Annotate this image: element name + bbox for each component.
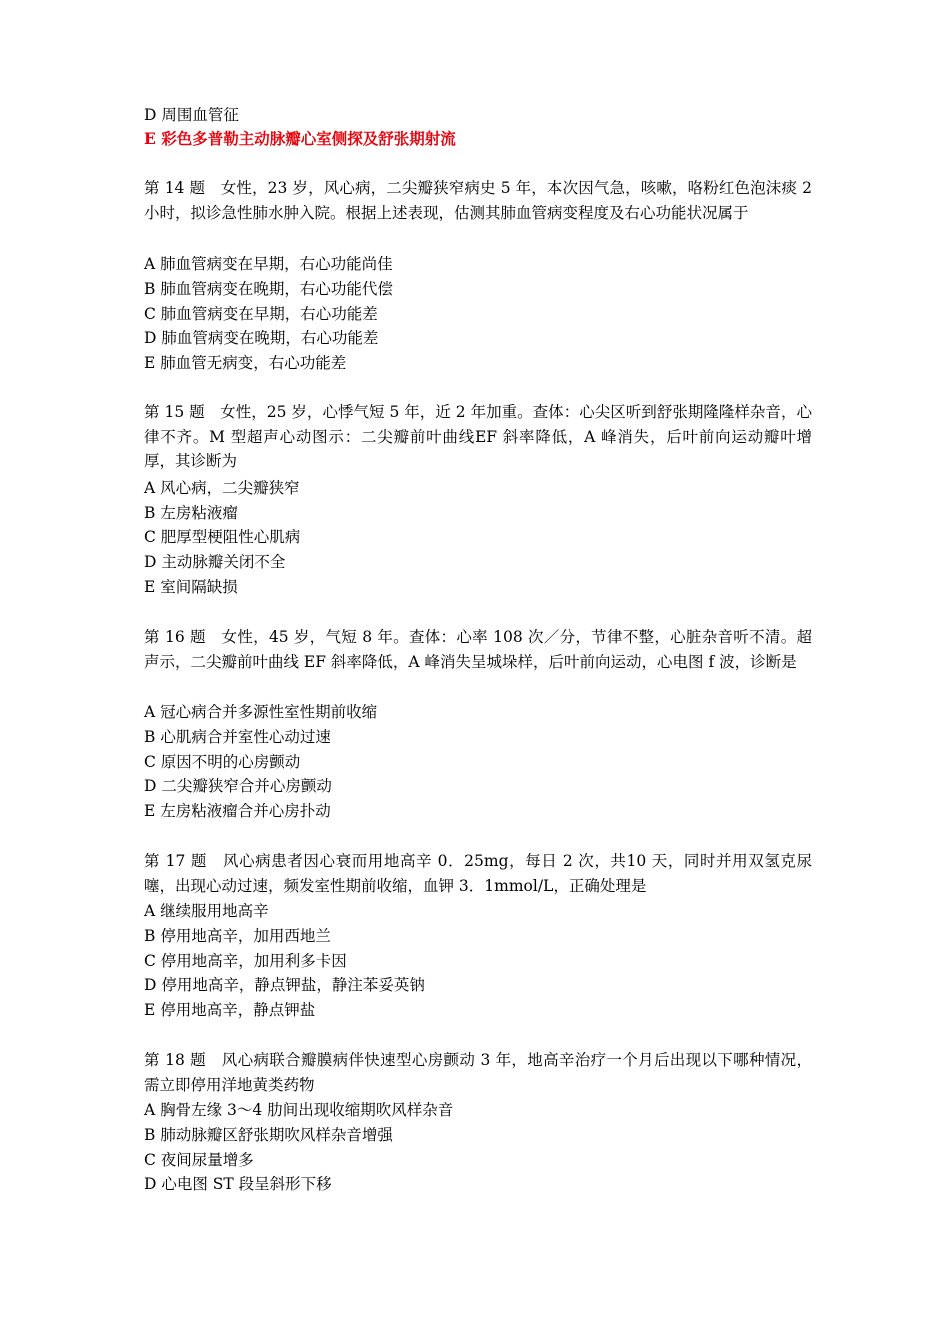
question-17-stem: 第 17 题 风心病患者因心衰而用地高辛 0．25mg，每日 2 次，共10 天，同时并用双氢克尿噻，出现心动过速，频发室性期前收缩，血钾 3．1mmol/L，正确处理是 [144, 852, 812, 895]
q17-option-a: A 继续服用地高辛 [144, 902, 269, 920]
q17-option-c: C 停用地高辛，加用利多卡因 [144, 952, 347, 970]
q15-option-d: D 主动脉瓣关闭不全 [144, 553, 286, 571]
q18-option-c: C 夜间尿量增多 [144, 1151, 254, 1169]
q15-option-a: A 风心病，二尖瓣狭窄 [144, 479, 300, 497]
q17-option-d: D 停用地高辛，静点钾盐，静注苯妥英钠 [144, 976, 425, 994]
q17-option-b: B 停用地高辛，加用西地兰 [144, 927, 331, 945]
q14-option-e: E 肺血管无病变，右心功能差 [144, 354, 347, 372]
q14-option-b: B 肺血管病变在晚期，右心功能代偿 [144, 280, 393, 298]
question-14-stem: 第 14 题 女性，23 岁，风心病，二尖瓣狭窄病史 5 年，本次因气急，咳嗽，咯粉红色泡沫痰 2 小时，拟诊急性肺水肿入院。根据上述表现，估测其肺血管病变程度及右心功能状况属于 [144, 179, 812, 222]
q16-option-a: A 冠心病合并多源性室性期前收缩 [144, 703, 378, 721]
q14-option-c: C 肺血管病变在早期，右心功能差 [144, 305, 378, 323]
option-e-prev-answer: E 彩色多普勒主动脉瓣心室侧探及舒张期射流 [144, 129, 456, 148]
question-18-stem: 第 18 题 风心病联合瓣膜病伴快速型心房颤动 3 年，地高辛治疗一个月后出现以下哪种情况，需立即停用洋地黄类药物 [144, 1051, 812, 1094]
q18-option-b: B 肺动脉瓣区舒张期吹风样杂音增强 [144, 1126, 393, 1144]
q18-option-a: A 胸骨左缘 3～4 肋间出现收缩期吹风样杂音 [144, 1101, 454, 1119]
q16-option-c: C 原因不明的心房颤动 [144, 753, 301, 771]
question-15-stem: 第 15 题 女性，25 岁，心悸气短 5 年，近 2 年加重。查体：心尖区听到舒张期隆隆样杂音，心律不齐。M 型超声心动图示：二尖瓣前叶曲线EF 斜率降低，A 峰消失，后叶前向运动瓣叶增厚，其诊断为 [144, 403, 812, 471]
q16-option-e: E 左房粘液瘤合并心房扑动 [144, 802, 331, 820]
q18-option-d: D 心电图 ST 段呈斜形下移 [144, 1175, 332, 1193]
q14-option-d: D 肺血管病变在晚期，右心功能差 [144, 329, 379, 347]
q14-option-a: A 肺血管病变在早期，右心功能尚佳 [144, 255, 393, 273]
q16-option-b: B 心肌病合并室性心动过速 [144, 728, 331, 746]
q15-option-c: C 肥厚型梗阻性心肌病 [144, 528, 301, 546]
q15-option-b: B 左房粘液瘤 [144, 504, 238, 522]
q16-option-d: D 二尖瓣狭窄合并心房颤动 [144, 777, 332, 795]
option-d-prev: D 周围血管征 [144, 106, 239, 124]
q15-option-e: E 室间隔缺损 [144, 578, 238, 596]
q17-option-e: E 停用地高辛，静点钾盐 [144, 1001, 316, 1019]
question-16-stem: 第 16 题 女性，45 岁，气短 8 年。查体：心率 108 次／分，节律不整，心脏杂音听不清。超声示，二尖瓣前叶曲线 EF 斜率降低，A 峰消失呈城垛样，后叶前向运动，心电图 f 波，诊断是 [144, 628, 812, 671]
